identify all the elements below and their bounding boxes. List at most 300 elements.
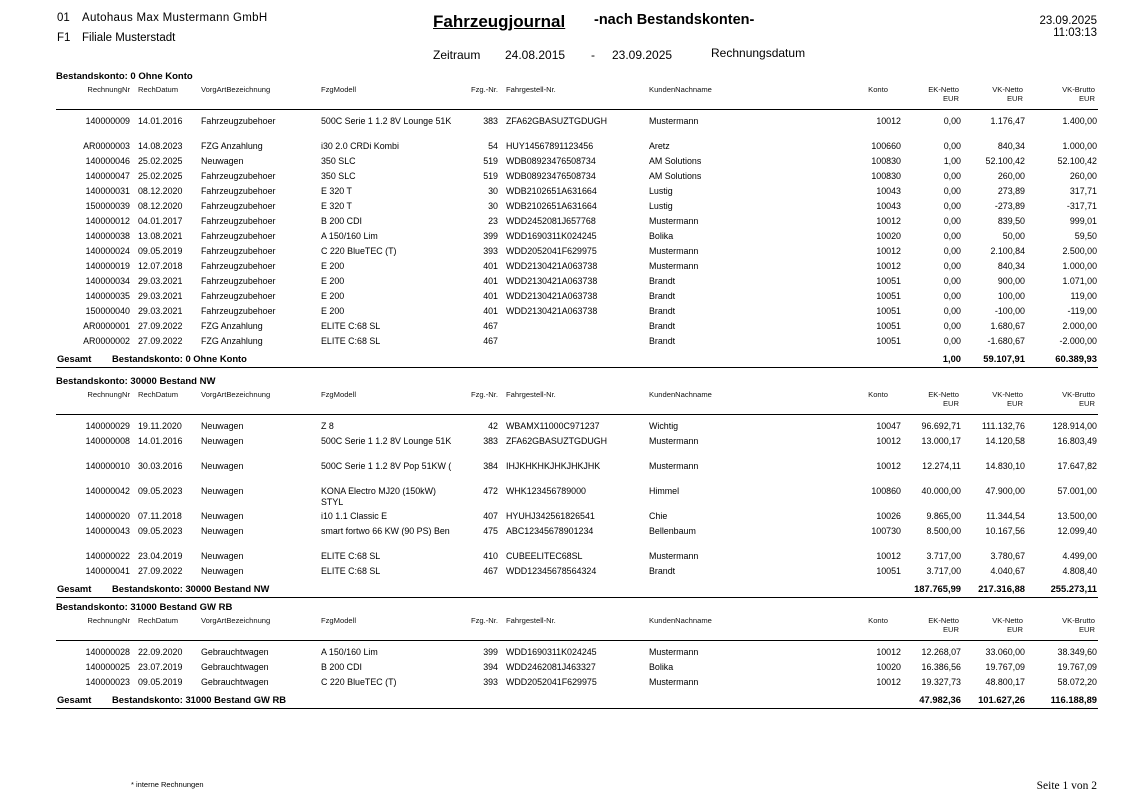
table-row bbox=[56, 306, 1098, 321]
cell-fgst: IHJKHKHKJHKJHKJHK bbox=[506, 461, 601, 471]
cell-vkn: 50,00 bbox=[1002, 231, 1025, 241]
cell-konto: 10051 bbox=[876, 336, 901, 346]
report-title: Fahrzeugjournal bbox=[433, 12, 566, 31]
cell-fgst: WDB2102651A631664 bbox=[506, 186, 597, 196]
cell-vkn: 2.100,84 bbox=[990, 246, 1025, 256]
cell-vkn: 52.100,42 bbox=[985, 156, 1025, 166]
cell-konto: 10012 bbox=[876, 246, 901, 256]
cell-fzgnr: 467 bbox=[483, 321, 498, 331]
cell-fzgnr: 401 bbox=[483, 306, 498, 316]
section-total bbox=[56, 583, 1098, 596]
table-row bbox=[56, 526, 1098, 551]
cell-fgst: WDD2052041F629975 bbox=[506, 677, 597, 687]
cell-rnr: 140000046 bbox=[85, 156, 130, 166]
table-row bbox=[56, 141, 1098, 156]
cell-rdat: 29.03.2021 bbox=[138, 276, 183, 286]
col-kunde: KundenNachname bbox=[649, 85, 712, 94]
cell-kunde: Mustermann bbox=[649, 216, 699, 226]
cell-konto: 10012 bbox=[876, 436, 901, 446]
cell-kunde: Mustermann bbox=[649, 436, 699, 446]
cell-rnr: 140000031 bbox=[85, 186, 130, 196]
cell-rdat: 23.07.2019 bbox=[138, 662, 183, 672]
cell-vkn: -1.680,67 bbox=[987, 336, 1025, 346]
cell-vkb: 1.000,00 bbox=[1062, 141, 1097, 151]
cell-fzgnr: 399 bbox=[483, 231, 498, 241]
cell-fzgnr: 407 bbox=[483, 511, 498, 521]
page-number: Seite 1 von 2 bbox=[1036, 780, 1097, 792]
cell-rnr: 140000035 bbox=[85, 291, 130, 301]
table-row bbox=[56, 246, 1098, 261]
total-label: Gesamt bbox=[57, 583, 92, 594]
col-modell: FzgModell bbox=[321, 390, 357, 399]
cell-vkb: 317,71 bbox=[1069, 186, 1097, 196]
cell-rnr: 140000023 bbox=[85, 677, 130, 687]
col-vkn-currency: EUR bbox=[1006, 625, 1023, 634]
cell-vkn: 840,34 bbox=[997, 141, 1025, 151]
table-row bbox=[56, 291, 1098, 306]
cell-rdat: 29.03.2021 bbox=[138, 306, 183, 316]
cell-konto: 10012 bbox=[876, 216, 901, 226]
table-row bbox=[56, 321, 1098, 336]
cell-vkb: 2.500,00 bbox=[1062, 246, 1097, 256]
section-end-line bbox=[56, 367, 1098, 368]
cell-fgst: WDB08923476508734 bbox=[506, 171, 596, 181]
cell-vorg: Neuwagen bbox=[201, 436, 244, 446]
print-time: 11:03:13 bbox=[1053, 27, 1097, 39]
cell-konto: 10012 bbox=[876, 551, 901, 561]
cell-rdat: 22.09.2020 bbox=[138, 647, 183, 657]
cell-rdat: 14.08.2023 bbox=[138, 141, 183, 151]
total-ek: 47.982,36 bbox=[919, 694, 961, 705]
cell-vkn: 33.060,00 bbox=[985, 647, 1025, 657]
cell-rdat: 27.09.2022 bbox=[138, 336, 183, 346]
cell-rnr: 140000038 bbox=[85, 231, 130, 241]
period-from: 24.08.2015 bbox=[505, 48, 566, 62]
total-section-name: Bestandskonto: 0 Ohne Konto bbox=[112, 353, 247, 364]
cell-vkb: 57.001,00 bbox=[1057, 486, 1097, 496]
cell-modell: 500C Serie 1 1.2 8V Lounge 51K bbox=[321, 116, 452, 126]
total-vkn: 217.316,88 bbox=[978, 583, 1025, 594]
cell-ek: 0,00 bbox=[943, 186, 961, 196]
cell-rnr: 140000028 bbox=[85, 647, 130, 657]
cell-kunde: Mustermann bbox=[649, 116, 699, 126]
cell-fgst: WDD2462081J463327 bbox=[506, 662, 596, 672]
col-ek bbox=[896, 390, 959, 408]
cell-konto: 10051 bbox=[876, 321, 901, 331]
cell-vorg: FZG Anzahlung bbox=[201, 336, 263, 346]
cell-rnr: 150000039 bbox=[85, 201, 130, 211]
cell-vorg: Neuwagen bbox=[201, 421, 244, 431]
cell-vorg: Fahrzeugzubehoer bbox=[201, 201, 276, 211]
cell-ek: 19.327,73 bbox=[921, 677, 961, 687]
cell-rdat: 04.01.2017 bbox=[138, 216, 183, 226]
cell-rdat: 09.05.2023 bbox=[138, 526, 183, 536]
cell-kunde: Brandt bbox=[649, 291, 676, 301]
cell-vkb: 38.349,60 bbox=[1057, 647, 1097, 657]
col-vkn-currency: EUR bbox=[1006, 399, 1023, 408]
col-fzgnr: Fzg.-Nr. bbox=[470, 85, 498, 94]
cell-modell: 500C Serie 1 1.2 8V Lounge 51K bbox=[321, 436, 452, 446]
col-vkn-label: VK-Netto bbox=[992, 85, 1023, 94]
cell-fzgnr: 394 bbox=[483, 662, 498, 672]
company-name: Autohaus Max Mustermann GmbH bbox=[82, 12, 268, 24]
cell-kunde: Mustermann bbox=[649, 551, 699, 561]
table-row bbox=[56, 511, 1098, 526]
cell-ek: 12.268,07 bbox=[921, 647, 961, 657]
cell-fzgnr: 23 bbox=[488, 216, 498, 226]
cell-vkb: 52.100,42 bbox=[1057, 156, 1097, 166]
cell-rnr: 150000040 bbox=[85, 306, 130, 316]
cell-vkn: 47.900,00 bbox=[985, 486, 1025, 496]
cell-ek: 40.000,00 bbox=[921, 486, 961, 496]
cell-fzgnr: 401 bbox=[483, 276, 498, 286]
cell-ek: 0,00 bbox=[943, 321, 961, 331]
cell-modell: C 220 BlueTEC (T) bbox=[321, 246, 397, 256]
period-to: 23.09.2025 bbox=[612, 48, 673, 62]
cell-rdat: 07.11.2018 bbox=[138, 511, 182, 521]
cell-vkn: -273,89 bbox=[994, 201, 1025, 211]
col-ek-label: EK-Netto bbox=[928, 85, 959, 94]
col-ek-label: EK-Netto bbox=[928, 616, 959, 625]
cell-ek: 0,00 bbox=[943, 171, 961, 181]
cell-modell: B 200 CDI bbox=[321, 662, 362, 672]
cell-vorg: Neuwagen bbox=[201, 156, 244, 166]
col-fzgnr: Fzg.-Nr. bbox=[470, 616, 498, 625]
cell-kunde: AM Solutions bbox=[649, 171, 702, 181]
col-ek bbox=[896, 85, 959, 103]
cell-ek: 0,00 bbox=[943, 201, 961, 211]
cell-fzgnr: 401 bbox=[483, 291, 498, 301]
cell-fzgnr: 519 bbox=[483, 171, 498, 181]
cell-modell: E 320 T bbox=[321, 186, 352, 196]
cell-kunde: Brandt bbox=[649, 276, 676, 286]
cell-kunde: Mustermann bbox=[649, 261, 699, 271]
cell-vorg: Fahrzeugzubehoer bbox=[201, 306, 276, 316]
col-fgst: Fahrgestell-Nr. bbox=[506, 616, 556, 625]
cell-fzgnr: 384 bbox=[483, 461, 498, 471]
cell-fgst: ABC12345678901234 bbox=[506, 526, 594, 536]
cell-vkb: -317,71 bbox=[1066, 201, 1097, 211]
col-fzgnr: Fzg.-Nr. bbox=[470, 390, 498, 399]
total-vkb: 60.389,93 bbox=[1055, 353, 1097, 364]
cell-kunde: Mustermann bbox=[649, 246, 699, 256]
col-ek-currency: EUR bbox=[942, 625, 959, 634]
col-vkb-currency: EUR bbox=[1078, 94, 1095, 103]
cell-fzgnr: 383 bbox=[483, 436, 498, 446]
table-row bbox=[56, 336, 1098, 351]
cell-vkb: 13.500,00 bbox=[1057, 511, 1097, 521]
col-fgst: Fahrgestell-Nr. bbox=[506, 85, 556, 94]
table-row bbox=[56, 261, 1098, 276]
cell-modell: i30 2.0 CRDi Kombi bbox=[321, 141, 399, 151]
col-kunde: KundenNachname bbox=[649, 390, 712, 399]
cell-rnr: 140000010 bbox=[85, 461, 130, 471]
col-modell: FzgModell bbox=[321, 616, 357, 625]
cell-modell: 500C Serie 1 1.2 8V Pop 51KW ( bbox=[321, 461, 452, 471]
cell-modell: A 150/160 Lim bbox=[321, 647, 378, 657]
cell-rnr: 140000009 bbox=[85, 116, 130, 126]
cell-fgst: ZFA62GBASUZTGDUGH bbox=[506, 116, 608, 126]
cell-rdat: 27.09.2022 bbox=[138, 321, 183, 331]
cell-vkn: 111.132,76 bbox=[981, 421, 1025, 431]
cell-konto: 10026 bbox=[876, 511, 901, 521]
cell-vorg: Gebrauchtwagen bbox=[201, 662, 269, 672]
table-row bbox=[56, 216, 1098, 231]
cell-konto: 10047 bbox=[876, 421, 901, 431]
footnote: * interne Rechnungen bbox=[131, 780, 204, 789]
rows bbox=[56, 647, 1098, 692]
table-row bbox=[56, 156, 1098, 171]
col-modell: FzgModell bbox=[321, 85, 357, 94]
cell-vkn: -100,00 bbox=[994, 306, 1025, 316]
total-label: Gesamt bbox=[57, 694, 92, 705]
company-number: 01 bbox=[57, 12, 70, 24]
report-subtitle: -nach Bestandskonten- bbox=[594, 12, 755, 28]
cell-vorg: Fahrzeugzubehoer bbox=[201, 171, 276, 181]
cell-fzgnr: 472 bbox=[483, 486, 498, 496]
cell-ek: 0,00 bbox=[943, 336, 961, 346]
cell-vkn: 11.344,54 bbox=[986, 511, 1025, 521]
column-header bbox=[56, 614, 1098, 640]
cell-vkn: 273,89 bbox=[997, 186, 1025, 196]
table-row bbox=[56, 436, 1098, 461]
cell-vkb: 260,00 bbox=[1069, 171, 1097, 181]
cell-konto: 100830 bbox=[871, 156, 901, 166]
section-total bbox=[56, 694, 1098, 707]
total-label: Gesamt bbox=[57, 353, 92, 364]
cell-modell: ELITE C:68 SL bbox=[321, 566, 381, 576]
cell-ek: 1,00 bbox=[943, 156, 961, 166]
cell-ek: 0,00 bbox=[943, 141, 961, 151]
header-separator bbox=[56, 414, 1098, 415]
header-separator bbox=[56, 640, 1098, 641]
col-kunde: KundenNachname bbox=[649, 616, 712, 625]
cell-vorg: Fahrzeugzubehoer bbox=[201, 291, 276, 301]
cell-fgst: WDB2102651A631664 bbox=[506, 201, 597, 211]
cell-vkn: 3.780,67 bbox=[990, 551, 1025, 561]
total-ek: 187.765,99 bbox=[914, 583, 961, 594]
cell-konto: 100730 bbox=[871, 526, 901, 536]
cell-vkb: 19.767,09 bbox=[1057, 662, 1097, 672]
col-vkb-currency: EUR bbox=[1078, 625, 1095, 634]
cell-vkb: -119,00 bbox=[1067, 306, 1097, 316]
table-row bbox=[56, 647, 1098, 662]
cell-ek: 13.000,17 bbox=[921, 436, 961, 446]
branch-number: F1 bbox=[57, 32, 71, 44]
cell-kunde: Bolika bbox=[649, 662, 674, 672]
rows bbox=[56, 421, 1098, 581]
cell-vorg: Gebrauchtwagen bbox=[201, 677, 269, 687]
cell-ek: 12.274,11 bbox=[922, 461, 961, 471]
cell-kunde: Mustermann bbox=[649, 647, 699, 657]
cell-konto: 10051 bbox=[876, 566, 901, 576]
cell-fzgnr: 399 bbox=[483, 647, 498, 657]
cell-vorg: Neuwagen bbox=[201, 461, 244, 471]
cell-rdat: 09.05.2019 bbox=[138, 246, 183, 256]
cell-konto: 10012 bbox=[876, 647, 901, 657]
cell-kunde: Brandt bbox=[649, 321, 676, 331]
cell-vorg: Fahrzeugzubehoer bbox=[201, 186, 276, 196]
date-type: Rechnungsdatum bbox=[711, 46, 806, 60]
cell-rdat: 08.12.2020 bbox=[138, 201, 183, 211]
cell-vkb: 119,00 bbox=[1070, 291, 1097, 301]
cell-ek: 0,00 bbox=[943, 216, 961, 226]
cell-vkn: 14.120,58 bbox=[985, 436, 1025, 446]
cell-kunde: Bolika bbox=[649, 231, 674, 241]
cell-modell: ELITE C:68 SL bbox=[321, 551, 381, 561]
cell-ek: 0,00 bbox=[943, 116, 961, 126]
cell-fgst: HUY14567891123456 bbox=[506, 141, 594, 151]
cell-vorg: Gebrauchtwagen bbox=[201, 647, 269, 657]
period-dash: - bbox=[591, 48, 595, 62]
cell-vorg: Neuwagen bbox=[201, 511, 244, 521]
cell-modell: KONA Electro MJ20 (150kW) STYL bbox=[321, 486, 436, 507]
cell-fgst: CUBEELITEC68SL bbox=[506, 551, 583, 561]
cell-fzgnr: 467 bbox=[483, 566, 498, 576]
cell-vkb: 999,01 bbox=[1069, 216, 1097, 226]
cell-vkb: 2.000,00 bbox=[1062, 321, 1097, 331]
cell-vorg: Neuwagen bbox=[201, 566, 244, 576]
cell-kunde: Himmel bbox=[649, 486, 680, 496]
cell-vorg: Fahrzeugzubehoer bbox=[201, 246, 276, 256]
cell-fgst: WDD1690311K024245 bbox=[506, 647, 597, 657]
cell-rnr: AR0000002 bbox=[83, 336, 130, 346]
cell-fgst: ZFA62GBASUZTGDUGH bbox=[506, 436, 608, 446]
cell-vorg: Fahrzeugzubehoer bbox=[201, 216, 276, 226]
col-rdat: RechDatum bbox=[138, 616, 179, 625]
cell-rnr: 140000008 bbox=[85, 436, 130, 446]
cell-vkn: 14.830,10 bbox=[985, 461, 1025, 471]
cell-konto: 10051 bbox=[876, 276, 901, 286]
cell-fzgnr: 42 bbox=[488, 421, 498, 431]
cell-modell: ELITE C:68 SL bbox=[321, 336, 381, 346]
cell-fgst: WDD2452081J657768 bbox=[506, 216, 596, 226]
cell-vkb: 4.808,40 bbox=[1062, 566, 1097, 576]
cell-konto: 10043 bbox=[876, 186, 901, 196]
cell-fzgnr: 30 bbox=[488, 201, 498, 211]
section-0 bbox=[56, 71, 1098, 368]
cell-ek: 8.500,00 bbox=[926, 526, 961, 536]
cell-rdat: 25.02.2025 bbox=[138, 156, 183, 166]
cell-vorg: Fahrzeugzubehoer bbox=[201, 261, 276, 271]
cell-vorg: Neuwagen bbox=[201, 551, 244, 561]
cell-konto: 10020 bbox=[876, 662, 901, 672]
total-vkb: 255.273,11 bbox=[1050, 583, 1097, 594]
cell-vorg: Fahrzeugzubehoer bbox=[201, 231, 276, 241]
cell-modell: smart fortwo 66 KW (90 PS) Ben bbox=[321, 526, 450, 536]
cell-vkn: 840,34 bbox=[997, 261, 1025, 271]
col-vkb-label: VK-Brutto bbox=[1062, 616, 1095, 625]
cell-vkb: 59,50 bbox=[1074, 231, 1097, 241]
cell-rnr: AR0000003 bbox=[83, 141, 130, 151]
cell-konto: 10012 bbox=[876, 461, 901, 471]
cell-vkn: 4.040,67 bbox=[990, 566, 1025, 576]
cell-rnr: 140000042 bbox=[85, 486, 130, 496]
cell-vorg: Neuwagen bbox=[201, 486, 244, 496]
cell-konto: 10012 bbox=[876, 116, 901, 126]
cell-konto: 10043 bbox=[876, 201, 901, 211]
cell-vkb: 4.499,00 bbox=[1062, 551, 1097, 561]
col-vkb-currency: EUR bbox=[1078, 399, 1095, 408]
cell-kunde: Brandt bbox=[649, 336, 676, 346]
cell-kunde: Chie bbox=[649, 511, 668, 521]
total-vkn: 59.107,91 bbox=[983, 353, 1025, 364]
cell-rdat: 23.04.2019 bbox=[138, 551, 183, 561]
cell-fzgnr: 54 bbox=[488, 141, 498, 151]
column-header bbox=[56, 83, 1098, 109]
cell-fgst: WDD2130421A063738 bbox=[506, 276, 598, 286]
col-vkn-label: VK-Netto bbox=[992, 390, 1023, 399]
section-1 bbox=[56, 376, 1098, 598]
col-vkn bbox=[961, 390, 1023, 408]
cell-ek: 9.865,00 bbox=[926, 511, 961, 521]
cell-fgst: WDD2130421A063738 bbox=[506, 306, 598, 316]
total-vkn: 101.627,26 bbox=[978, 694, 1025, 705]
table-row bbox=[56, 421, 1098, 436]
cell-vkn: 1.176,47 bbox=[990, 116, 1025, 126]
cell-modell: ELITE C:68 SL bbox=[321, 321, 381, 331]
cell-vorg: FZG Anzahlung bbox=[201, 321, 263, 331]
cell-kunde: Mustermann bbox=[649, 461, 699, 471]
cell-rdat: 29.03.2021 bbox=[138, 291, 183, 301]
cell-vkb: 1.400,00 bbox=[1062, 116, 1097, 126]
cell-fzgnr: 393 bbox=[483, 677, 498, 687]
col-vkn-currency: EUR bbox=[1006, 94, 1023, 103]
cell-rdat: 19.11.2020 bbox=[138, 421, 182, 431]
cell-modell: A 150/160 Lim bbox=[321, 231, 378, 241]
cell-rnr: 140000022 bbox=[85, 551, 130, 561]
cell-fgst: WDB08923476508734 bbox=[506, 156, 596, 166]
cell-fzgnr: 467 bbox=[483, 336, 498, 346]
cell-vkb: 17.647,82 bbox=[1057, 461, 1097, 471]
col-konto: Konto bbox=[868, 390, 888, 399]
cell-fgst: WDD2052041F629975 bbox=[506, 246, 597, 256]
cell-fgst: WDD2130421A063738 bbox=[506, 261, 598, 271]
cell-modell: E 200 bbox=[321, 276, 345, 286]
cell-ek: 96.692,71 bbox=[921, 421, 961, 431]
cell-vkb: 1.000,00 bbox=[1062, 261, 1097, 271]
cell-konto: 10012 bbox=[876, 261, 901, 271]
cell-rnr: 140000012 bbox=[85, 216, 130, 226]
section-title: Bestandskonto: 31000 Bestand GW RB bbox=[56, 602, 233, 613]
cell-kunde: Brandt bbox=[649, 306, 676, 316]
cell-rdat: 30.03.2016 bbox=[138, 461, 183, 471]
cell-vkn: 19.767,09 bbox=[985, 662, 1025, 672]
cell-vorg: Fahrzeugzubehoer bbox=[201, 276, 276, 286]
cell-ek: 0,00 bbox=[943, 261, 961, 271]
cell-fgst: WBAMX11000C971237 bbox=[506, 421, 600, 431]
cell-rnr: 140000043 bbox=[85, 526, 130, 536]
cell-rnr: 140000020 bbox=[85, 511, 130, 521]
cell-kunde: Aretz bbox=[649, 141, 670, 151]
table-row bbox=[56, 116, 1098, 141]
table-row bbox=[56, 551, 1098, 566]
col-fgst: Fahrgestell-Nr. bbox=[506, 390, 556, 399]
cell-vkb: 58.072,20 bbox=[1057, 677, 1097, 687]
cell-kunde: Lustig bbox=[649, 201, 673, 211]
col-vkb bbox=[1031, 390, 1095, 408]
cell-fgst: WDD12345678564324 bbox=[506, 566, 597, 576]
cell-rnr: 140000024 bbox=[85, 246, 130, 256]
cell-fzgnr: 383 bbox=[483, 116, 498, 126]
col-vkb-label: VK-Brutto bbox=[1062, 390, 1095, 399]
cell-rdat: 09.05.2023 bbox=[138, 486, 183, 496]
cell-ek: 0,00 bbox=[943, 291, 961, 301]
section-title: Bestandskonto: 30000 Bestand NW bbox=[56, 376, 216, 387]
cell-rnr: 140000034 bbox=[85, 276, 130, 286]
cell-rnr: 140000041 bbox=[85, 566, 130, 576]
cell-modell: C 220 BlueTEC (T) bbox=[321, 677, 397, 687]
